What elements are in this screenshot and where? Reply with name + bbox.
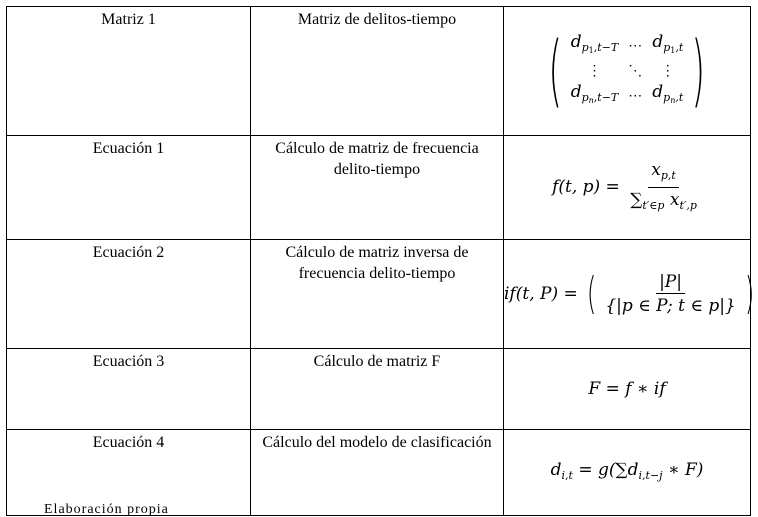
row-label: Matriz 1 (7, 7, 251, 136)
row-label: Ecuación 1 (7, 136, 251, 240)
row-description: Cálculo del modelo de clasificación (251, 430, 504, 516)
formula-table (6, 6, 755, 516)
matrix-formula (540, 26, 713, 116)
matrix-hdots: ⋯ (628, 37, 643, 54)
matrix-entry: $d_{p_n,t}$ (652, 81, 684, 105)
matrix-vdots: ⋮ (660, 62, 675, 79)
fraction: $\frac{x_{p,t}}{\sum_{t'\in p} x_{t',p}}$ (630, 159, 697, 212)
frequency-formula: f(t, p) = $\frac{x_{p,t}}{\sum_{t'\in p} x_{t',p}}$ (552, 177, 702, 197)
row-description: Cálculo de matriz de frecuencia delito-tiempo (251, 136, 504, 240)
source-note: Elaboración propia (44, 502, 169, 517)
row-description: Matriz de delitos-tiempo (251, 7, 504, 136)
formula-cell (504, 349, 751, 430)
matrix-vdots: ⋮ (587, 62, 602, 79)
matrix-entry: $d_{p_n,t-T}$ (570, 81, 619, 105)
formula-cell (504, 7, 751, 136)
left-paren: ( (548, 26, 563, 116)
matrix-hdots: ⋯ (628, 87, 643, 104)
formula-cell (504, 136, 751, 240)
right-paren: ) (691, 26, 706, 116)
row-label: Ecuación 3 (7, 349, 251, 430)
matrix-entry: $d_{p_1,t}$ (652, 31, 684, 55)
matrix-entry: $d_{p_1,t-T}$ (570, 31, 619, 55)
table-row (7, 7, 751, 136)
formula-cell (504, 240, 755, 349)
row-description: Cálculo de matriz F (251, 349, 504, 430)
matrix-ddots: ⋱ (628, 62, 643, 79)
row-description: Cálculo de matriz inversa de frecuencia delito-tiempo (251, 240, 504, 349)
row-label: Ecuación 2 (7, 240, 251, 349)
fraction: $\frac{|P|}{\{|p \in P; t \in p|\}}$ (605, 272, 736, 316)
formula-cell (504, 430, 751, 516)
table-row (7, 136, 751, 240)
classification-model-formula: $d_{i,t} = g(\sum d_{i,t-j}$ ∗ F) (550, 459, 704, 482)
row-label: Ecuación 4 (7, 430, 251, 516)
inverse-frequency-formula: if(t, P) = ( $\frac{|P|}{\{|p \in P; t \in p|\}}$ ) (504, 268, 755, 319)
table-row (7, 349, 751, 430)
table-row (7, 240, 751, 349)
f-matrix-formula: F = f ∗ if (588, 378, 666, 399)
